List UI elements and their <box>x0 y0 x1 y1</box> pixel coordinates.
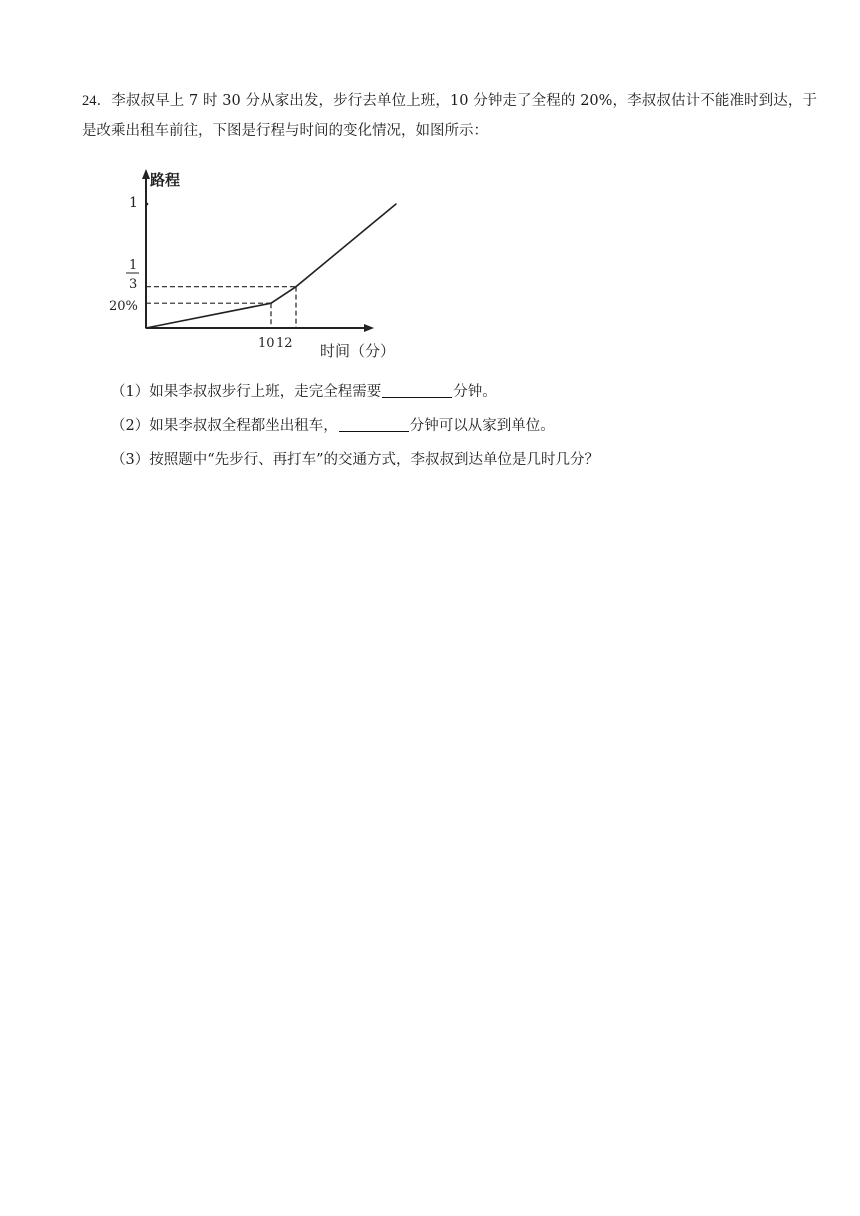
subquestion-2 <box>111 416 555 436</box>
subquestion-3-text: 按照题中“先步行、再打车”的交通方式，李叔叔到达单位是几时几分？ <box>149 452 600 468</box>
y-tick-third-denominator: 3 <box>129 277 138 292</box>
x-tick-10: 10 <box>258 336 275 351</box>
subquestion-3-prefix: （3） <box>111 452 150 468</box>
question-number: 24 <box>82 93 97 109</box>
subquestion-1-text: 如果李叔叔步行上班，走完全程需要 <box>149 384 382 400</box>
data-point-2 <box>295 286 297 288</box>
y-axis-label: 路程 <box>150 171 181 189</box>
subquestion-2-prefix: （2） <box>111 418 150 434</box>
x-axis-label: 时间（分） <box>320 342 396 360</box>
answer-blank-2[interactable] <box>339 417 409 432</box>
data-point-0 <box>145 327 147 329</box>
question-text: 李叔叔早上 7 时 30 分从家出发，步行去单位上班，10 分钟走了全程的 20%，李叔叔估计不能准时到达，于是改乘出租车前往，下图是行程与时间的变化情况，如图所示： <box>82 93 818 139</box>
data-point-3 <box>395 203 397 205</box>
distance-time-graph <box>100 165 420 370</box>
y-tick-1: 1 <box>129 195 138 211</box>
subquestion-2-suffix: 分钟可以从家到单位。 <box>409 418 555 434</box>
answer-blank-1[interactable] <box>382 383 452 398</box>
y-tick-1-mark <box>146 203 149 206</box>
subquestion-1-suffix: 分钟。 <box>453 384 497 400</box>
dashed-guides <box>146 287 296 328</box>
subquestion-2-text: 如果李叔叔全程都坐出租车， <box>149 418 338 434</box>
data-point-1 <box>270 302 272 304</box>
question-separator: ． <box>96 93 112 109</box>
y-tick-third-numerator: 1 <box>129 258 138 273</box>
data-series <box>145 203 397 329</box>
subquestion-1 <box>111 382 497 402</box>
question-24 <box>82 86 817 146</box>
distance-line <box>146 204 396 328</box>
subquestion-1-prefix: （1） <box>111 384 150 400</box>
x-tick-12: 12 <box>276 336 293 351</box>
y-tick-20-percent: 20% <box>109 299 138 314</box>
subquestion-3 <box>111 450 599 470</box>
